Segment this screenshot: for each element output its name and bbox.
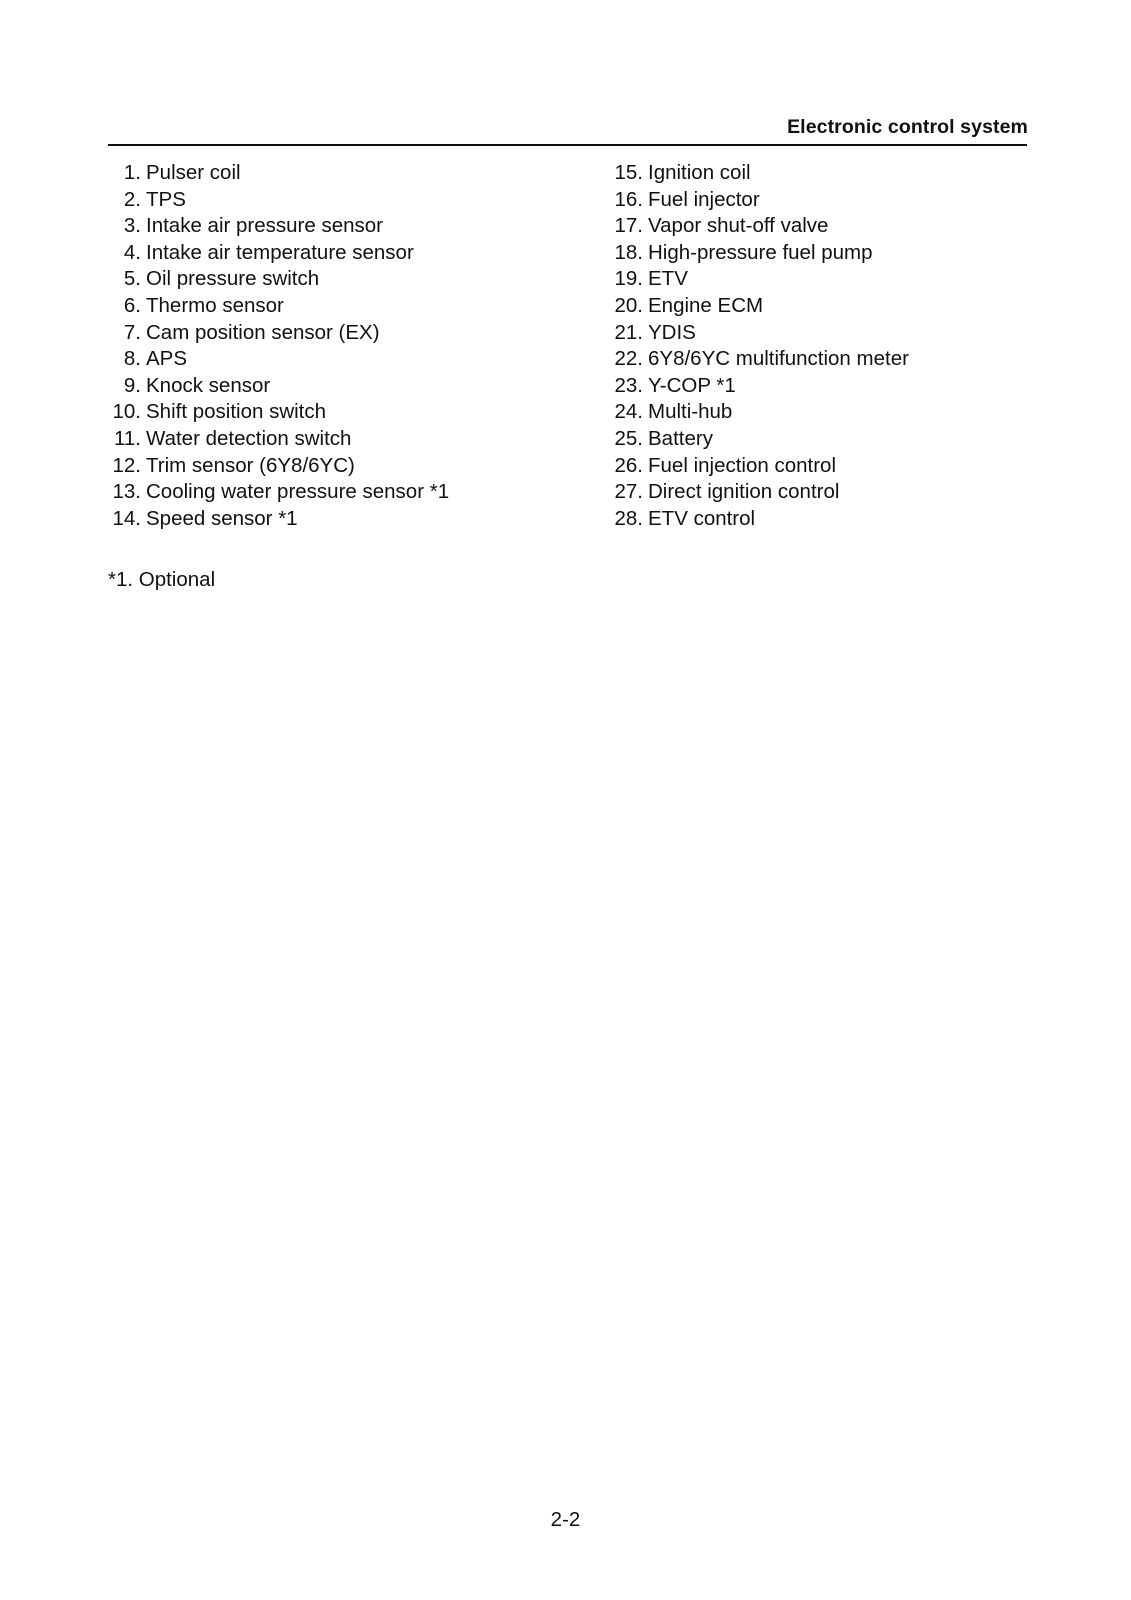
list-item bbox=[609, 399, 909, 426]
item-label: Shift position switch bbox=[146, 400, 327, 424]
item-label: APS bbox=[146, 347, 188, 371]
item-label: YDIS bbox=[648, 320, 696, 344]
item-label: Engine ECM bbox=[648, 293, 764, 317]
item-label: Oil pressure switch bbox=[146, 267, 320, 291]
header-divider bbox=[108, 144, 1027, 146]
item-number: 16. bbox=[614, 187, 643, 211]
item-number: 1. bbox=[123, 161, 141, 184]
item-number: 23. bbox=[614, 373, 643, 397]
list-item bbox=[108, 187, 449, 214]
list-item bbox=[108, 453, 449, 480]
list-item bbox=[609, 346, 909, 373]
item-label: High-pressure fuel pump bbox=[648, 240, 873, 264]
item-label: Direct ignition control bbox=[648, 480, 840, 504]
list-item bbox=[609, 160, 909, 187]
item-number: 25. bbox=[614, 426, 643, 450]
item-label: Vapor shut-off valve bbox=[648, 214, 829, 238]
section-title: Electronic control system bbox=[787, 116, 1028, 138]
list-item bbox=[108, 320, 449, 347]
item-label: 6Y8/6YC multifunction meter bbox=[648, 347, 909, 371]
item-number: 10. bbox=[112, 400, 141, 424]
item-number: 7. bbox=[123, 320, 141, 344]
item-label: Intake air temperature sensor bbox=[146, 240, 414, 264]
list-item bbox=[609, 373, 909, 400]
parts-list-right bbox=[609, 160, 909, 532]
list-item bbox=[609, 213, 909, 240]
list-item bbox=[108, 399, 449, 426]
list-item bbox=[108, 240, 449, 267]
item-number: 9. bbox=[123, 373, 141, 397]
list-item bbox=[609, 426, 909, 453]
list-item bbox=[609, 240, 909, 267]
list-item bbox=[108, 213, 449, 240]
list-item bbox=[108, 346, 449, 373]
list-item bbox=[609, 320, 909, 347]
item-number: 14. bbox=[112, 506, 141, 530]
item-label: Fuel injection control bbox=[648, 453, 837, 477]
item-number: 8. bbox=[123, 347, 141, 371]
item-number: 13. bbox=[112, 480, 141, 504]
item-label: Cooling water pressure sensor *1 bbox=[146, 480, 450, 504]
item-number: 12. bbox=[112, 453, 141, 477]
item-label: Thermo sensor bbox=[146, 293, 284, 317]
list-item bbox=[108, 426, 449, 453]
item-number: 3. bbox=[123, 214, 141, 238]
item-number: 20. bbox=[614, 293, 643, 317]
item-label: Speed sensor *1 bbox=[146, 506, 298, 530]
item-label: Cam position sensor (EX) bbox=[146, 320, 380, 344]
item-number: 26. bbox=[614, 453, 643, 477]
item-number: 5. bbox=[123, 267, 141, 291]
list-item bbox=[609, 293, 909, 320]
list-item bbox=[108, 293, 449, 320]
item-label: Battery bbox=[648, 426, 713, 450]
item-label: ETV bbox=[648, 267, 688, 291]
footnote: *1. Optional bbox=[108, 568, 216, 591]
item-label: Intake air pressure sensor bbox=[146, 214, 384, 238]
item-label: ETV control bbox=[648, 506, 756, 530]
item-number: 22. bbox=[614, 347, 643, 371]
list-item bbox=[609, 453, 909, 480]
item-label: Multi-hub bbox=[648, 400, 733, 424]
list-item bbox=[108, 506, 449, 533]
item-number: 28. bbox=[614, 506, 643, 530]
list-item bbox=[108, 160, 449, 187]
item-number: 17. bbox=[614, 214, 643, 238]
list-item bbox=[609, 266, 909, 293]
item-label: Y-COP *1 bbox=[648, 373, 736, 397]
list-item bbox=[609, 479, 909, 506]
item-number: 6. bbox=[123, 293, 141, 317]
parts-list-left bbox=[108, 160, 449, 532]
list-item bbox=[609, 187, 909, 214]
item-number: 11. bbox=[114, 426, 141, 450]
item-number: 21. bbox=[614, 320, 643, 344]
item-label: Water detection switch bbox=[146, 426, 352, 450]
page-number: 2-2 bbox=[550, 1508, 581, 1531]
item-label: Pulser coil bbox=[146, 161, 241, 184]
item-number: 19. bbox=[614, 267, 643, 291]
item-number: 4. bbox=[123, 240, 141, 264]
item-label: TPS bbox=[146, 187, 186, 211]
list-item bbox=[609, 506, 909, 533]
item-number: 15. bbox=[614, 161, 643, 184]
list-item bbox=[108, 266, 449, 293]
item-label: Trim sensor (6Y8/6YC) bbox=[146, 453, 355, 477]
item-number: 27. bbox=[614, 480, 643, 504]
item-label: Ignition coil bbox=[648, 161, 751, 184]
item-label: Knock sensor bbox=[146, 373, 271, 397]
item-number: 24. bbox=[614, 400, 643, 424]
list-item bbox=[108, 373, 449, 400]
list-item bbox=[108, 479, 449, 506]
item-number: 2. bbox=[123, 187, 141, 211]
item-number: 18. bbox=[614, 240, 643, 264]
item-label: Fuel injector bbox=[648, 187, 760, 211]
